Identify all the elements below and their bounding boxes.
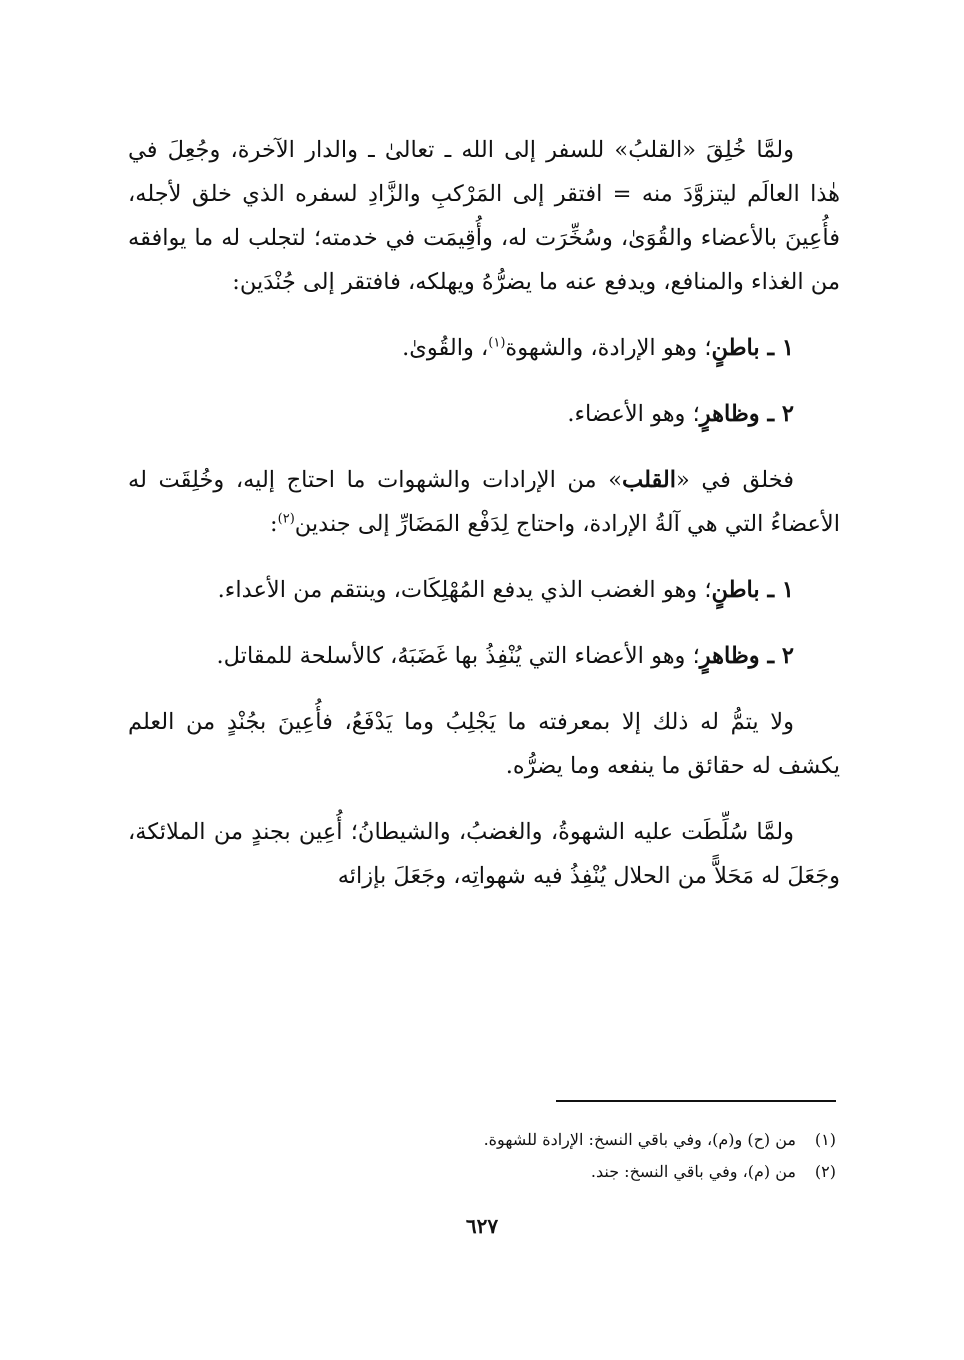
page-body [128, 128, 840, 920]
footnote-1 [124, 1124, 836, 1156]
item-text: ؛ وهو الغضب الذي يدفع المُهْلِكَات، وينتقم من الأعداء. [217, 577, 712, 603]
text-run: : [270, 511, 278, 537]
text-run: » من الإرادات والشهوات ما احتاج إليه، وخُلِقَت له الأعضاءُ التي هي آلةُ الإرادة، واحتاج لِدَفْع المَضَارِّ إلى جندين [128, 467, 840, 537]
item-text: ؛ وهو الإرادة، والشهوة [505, 335, 712, 361]
list-item-zahir-2 [128, 634, 840, 678]
paragraph-4: ولمَّا سُلِّطَت عليه الشهوةُ، والغضبُ، والشيطانُ؛ أُعِين بجندٍ من الملائكة، وجَعَلَ له مَحَلاًّ من الحلال يُنْفِذُ فيه شهواتِه، وجَعَلَ بإزائه [128, 819, 840, 889]
text-run: فخلق في « [676, 467, 794, 493]
paragraph-1: ولمَّا خُلِقَ «القلبُ» للسفر إلى الله ـ تعالىٰ ـ والدار الآخرة، وجُعِلَ في هٰذا العالَم ليتزوَّدَ منه = افتقر إلى المَرْكبِ والزَّادِ لسفره الذي خلق لأجله، فأُعِينَ بالأعضاء والقُوَىٰ، وسُخِّرَت له، وأُقِيمَت في خدمته؛ لتجلب له ما يوافقه من الغذاء والمنافع، ويدفع عنه ما يضرُّهُ ويهلكه، فافتقر إلى جُنْدَين: [128, 137, 840, 295]
list-item-batin-2 [128, 568, 840, 612]
paragraph-3: ولا يتمُّ له ذلك إلا بمعرفته ما يَجْلِبُ وما يَدْفَعُ، فأُعِينَ بجُنْدٍ من العلم يكشف له حقائق ما ينفعه وما يضرُّه. [128, 709, 840, 779]
footnote-divider [556, 1100, 836, 1102]
paragraph-2 [128, 458, 840, 546]
footnotes [124, 1124, 836, 1188]
item-label: ٢ ـ وظاهرٍ [699, 643, 794, 669]
item-label: ١ ـ باطنٍ [711, 335, 794, 361]
bold-term: القلب [621, 467, 677, 493]
item-text: ؛ وهو الأعضاء. [567, 401, 700, 427]
footnote-text: من (م)، وفي باقي النسخ: جند. [590, 1162, 796, 1181]
footnote-2 [124, 1156, 836, 1188]
footnote-text: من (ح) و(م)، وفي باقي النسخ: الإرادة للشهوة. [483, 1130, 796, 1149]
footnote-number: (١) [814, 1130, 836, 1149]
item-label: ١ ـ باطنٍ [711, 577, 794, 603]
footnote-ref-2[interactable]: (٢) [277, 511, 295, 527]
page-number: ٦٢٧ [465, 1214, 499, 1238]
item-label: ٢ ـ وظاهرٍ [699, 401, 794, 427]
footnote-ref-1[interactable]: (١) [488, 335, 506, 351]
list-item-zahir-1 [128, 392, 840, 436]
item-tail: ، والقُوىٰ. [402, 335, 489, 361]
item-text: ؛ وهو الأعضاء التي يُنْفِذُ بها غَضَبَهُ، كالأسلحة للمقاتل. [216, 643, 700, 669]
list-item-batin-1 [128, 326, 840, 370]
footnote-number: (٢) [814, 1162, 836, 1181]
